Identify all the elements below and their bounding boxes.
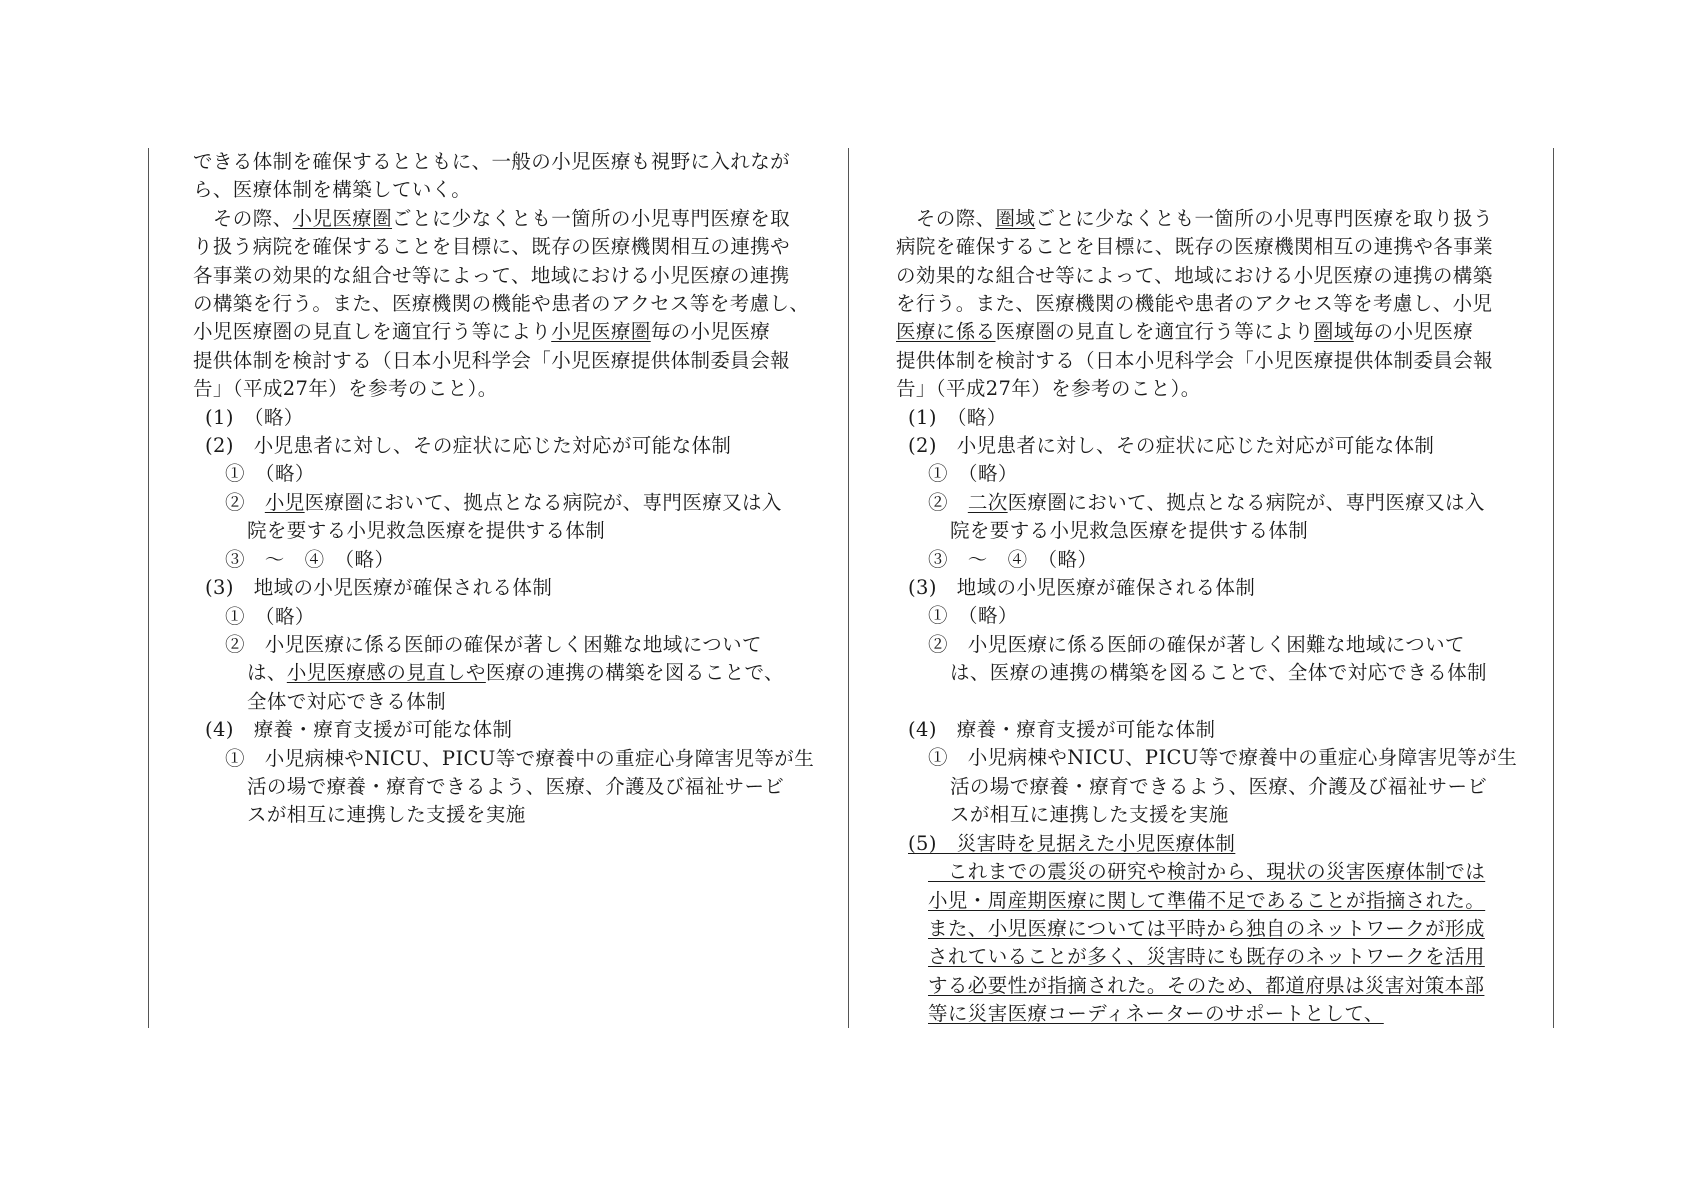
line-text-segment: 医療圏において、拠点となる病院が、専門医療又は入 bbox=[1007, 490, 1485, 514]
line-text-segment: ② 小児医療に係る医師の確保が著しく困難な地域について bbox=[225, 632, 762, 656]
text-line-s2-2a bbox=[193, 489, 843, 517]
underlined-revision-text: 小児 bbox=[264, 490, 305, 514]
underlined-revision-text: 小児医療感の見直しや bbox=[286, 661, 486, 685]
text-line-p2-1 bbox=[896, 205, 1546, 233]
text-line-s4-1b bbox=[193, 773, 843, 801]
left-column-current-text bbox=[193, 148, 843, 830]
text-line-s5-c bbox=[896, 915, 1546, 943]
text-line-s4-1a bbox=[193, 745, 843, 773]
line-text-segment: 告」（平成27年）を参考のこと）。 bbox=[896, 377, 1201, 401]
line-text-segment: (4) 療養・療育支援が可能な体制 bbox=[908, 718, 1216, 742]
underlined-revision-text: これまでの震災の研究や検討から、現状の災害医療体制では bbox=[928, 860, 1486, 884]
line-text-segment: その際、 bbox=[896, 206, 996, 230]
line-text-segment: (3) 地域の小児医療が確保される体制 bbox=[908, 576, 1256, 600]
text-line-s3-1 bbox=[896, 602, 1546, 630]
underlined-revision-text: 圏域 bbox=[995, 206, 1036, 230]
text-line-p2-5 bbox=[193, 318, 843, 346]
line-text-segment: は、医療の連携の構築を図ることで、全体で対応できる体制 bbox=[950, 661, 1487, 685]
text-line-blank-2 bbox=[896, 176, 1546, 204]
text-line-s4-1b bbox=[896, 773, 1546, 801]
text-line-s4-1a bbox=[896, 744, 1546, 772]
line-text-segment: の効果的な組合せ等によって、地域における小児医療の連携の構築 bbox=[896, 263, 1493, 287]
line-text-segment: (1) （略） bbox=[205, 405, 304, 429]
text-line-s2-2a bbox=[896, 489, 1546, 517]
text-line-s1 bbox=[193, 404, 843, 432]
line-text-segment: ① （略） bbox=[928, 462, 1018, 486]
underlined-revision-text: 医療に係る bbox=[896, 320, 996, 344]
line-text-segment: その際、 bbox=[193, 206, 293, 230]
text-line-p2-6 bbox=[193, 347, 843, 375]
line-text-segment: は、 bbox=[247, 661, 287, 685]
line-text-segment: スが相互に連携した支援を実施 bbox=[247, 803, 526, 827]
line-text-segment: 提供体制を検討する（日本小児科学会「小児医療提供体制委員会報 bbox=[193, 348, 791, 372]
line-text-segment: 活の場で療養・療育できるよう、医療、介護及び福祉サービ bbox=[247, 774, 785, 798]
text-line-s2-2b bbox=[193, 517, 843, 545]
line-text-segment: 活の場で療養・療育できるよう、医療、介護及び福祉サービ bbox=[950, 774, 1488, 798]
underlined-revision-text: 小児医療圏 bbox=[292, 206, 393, 230]
text-line-s4-1c bbox=[193, 801, 843, 829]
text-line-p2-5 bbox=[896, 318, 1546, 346]
line-text-segment: ① （略） bbox=[225, 604, 315, 628]
text-line-s3 bbox=[193, 574, 843, 602]
line-text-segment: 毎の小児医療 bbox=[1353, 320, 1474, 344]
line-text-segment: ③ ～ ④ （略） bbox=[225, 547, 395, 571]
text-line-p2-2 bbox=[193, 233, 843, 261]
line-text-segment: (3) 地域の小児医療が確保される体制 bbox=[205, 576, 553, 600]
underlined-revision-text: (5) 災害時を見据えた小児医療体制 bbox=[908, 831, 1236, 855]
text-line-s3-2a bbox=[896, 631, 1546, 659]
text-line-s1 bbox=[896, 404, 1546, 432]
center-divider-line bbox=[848, 148, 849, 1028]
left-border-line bbox=[148, 148, 149, 1028]
text-line-s2-3 bbox=[193, 546, 843, 574]
underlined-revision-text: 小児・周産期医療に関して準備不足であることが指摘された。 bbox=[928, 888, 1486, 912]
text-line-s3-1 bbox=[193, 603, 843, 631]
line-text-segment: ② 小児医療に係る医師の確保が著しく困難な地域について bbox=[928, 632, 1465, 656]
text-line-p1-1 bbox=[193, 148, 843, 176]
text-line-s5-d bbox=[896, 943, 1546, 971]
text-line-s3-2b bbox=[193, 659, 843, 687]
line-text-segment: 各事業の効果的な組合せ等によって、地域における小児医療の連携 bbox=[193, 263, 790, 287]
text-line-s3-2b bbox=[896, 659, 1546, 687]
line-text-segment: ③ ～ ④ （略） bbox=[928, 547, 1098, 571]
line-text-segment: 病院を確保することを目標に、既存の医療機関相互の連携や各事業 bbox=[896, 235, 1494, 259]
line-text-segment: (1) （略） bbox=[908, 405, 1007, 429]
text-line-blank-1 bbox=[896, 148, 1546, 176]
text-line-s3-2c bbox=[193, 688, 843, 716]
line-text-segment: 告」（平成27年）を参考のこと）。 bbox=[193, 377, 498, 401]
line-text-segment: ① 小児病棟やNICU、PICU等で療養中の重症心身障害児等が生 bbox=[928, 746, 1518, 770]
line-text-segment: できる体制を確保するとともに、一般の小児医療も視野に入れなが bbox=[193, 150, 791, 173]
text-line-p2-4 bbox=[896, 290, 1546, 318]
line-text-segment: 提供体制を検討する（日本小児科学会「小児医療提供体制委員会報 bbox=[896, 348, 1494, 372]
text-line-s2-3 bbox=[896, 546, 1546, 574]
line-text-segment: 医療圏の見直しを適宜行う等により bbox=[995, 320, 1314, 344]
line-text-segment: ① （略） bbox=[225, 462, 315, 486]
text-line-p2-3 bbox=[896, 262, 1546, 290]
text-line-s5-b bbox=[896, 887, 1546, 915]
line-text-segment: 医療圏において、拠点となる病院が、専門医療又は入 bbox=[304, 490, 782, 514]
line-text-segment: 全体で対応できる体制 bbox=[247, 689, 447, 713]
line-text-segment: ら、医療体制を構築していく。 bbox=[193, 178, 472, 202]
text-line-s5 bbox=[896, 830, 1546, 858]
underlined-revision-text: また、小児医療については平時から独自のネットワークが形成 bbox=[928, 916, 1485, 940]
right-column-revised-text bbox=[896, 148, 1546, 1029]
text-line-s5-a bbox=[896, 858, 1546, 886]
line-text-segment: 小児医療圏の見直しを適宜行う等により bbox=[193, 320, 552, 344]
line-text-segment: ① （略） bbox=[928, 604, 1018, 628]
line-text-segment: の構築を行う。また、医療機関の機能や患者のアクセス等を考慮し、 bbox=[193, 292, 810, 316]
underlined-revision-text: 圏域 bbox=[1313, 320, 1354, 344]
text-line-s4 bbox=[896, 716, 1546, 744]
text-line-s2-1 bbox=[896, 460, 1546, 488]
line-text-segment: ごとに少なくとも一箇所の小児専門医療を取り扱う bbox=[1035, 206, 1494, 230]
underlined-revision-text: 二次 bbox=[967, 490, 1008, 514]
line-text-segment: ② bbox=[225, 490, 265, 514]
text-line-p2-3 bbox=[193, 262, 843, 290]
line-text-segment: 医療の連携の構築を図ることで、 bbox=[485, 661, 784, 685]
line-text-segment: を行う。また、医療機関の機能や患者のアクセス等を考慮し、小児 bbox=[896, 292, 1493, 315]
text-line-s5-f bbox=[896, 1000, 1546, 1028]
text-line-s2 bbox=[193, 432, 843, 460]
text-line-s3 bbox=[896, 574, 1546, 602]
line-text-segment: スが相互に連携した支援を実施 bbox=[950, 803, 1229, 827]
underlined-revision-text: 小児医療圏 bbox=[551, 320, 651, 344]
line-text-segment: (4) 療養・療育支援が可能な体制 bbox=[205, 718, 513, 742]
line-text-segment: 院を要する小児救急医療を提供する体制 bbox=[247, 519, 606, 543]
underlined-revision-text: されていることが多く、災害時にも既存のネットワークを活用 bbox=[928, 945, 1485, 969]
text-line-p2-1 bbox=[193, 205, 843, 233]
text-line-s2-1 bbox=[193, 460, 843, 488]
text-line-p2-7 bbox=[193, 375, 843, 403]
line-text-segment: り扱う病院を確保することを目標に、既存の医療機関相互の連携や bbox=[193, 235, 791, 259]
underlined-revision-text: 等に災害医療コーディネーターのサポートとして、 bbox=[928, 1002, 1384, 1026]
line-text-segment: (2) 小児患者に対し、その症状に応じた対応が可能な体制 bbox=[908, 434, 1435, 458]
text-line-s4-1c bbox=[896, 801, 1546, 829]
text-line-blank-3 bbox=[896, 688, 1546, 716]
line-text-segment: 院を要する小児救急医療を提供する体制 bbox=[950, 519, 1309, 543]
text-line-p2-6 bbox=[896, 347, 1546, 375]
text-line-p2-4 bbox=[193, 290, 843, 318]
line-text-segment: ごとに少なくとも一箇所の小児専門医療を取 bbox=[392, 206, 791, 230]
line-text-segment: 毎の小児医療 bbox=[650, 320, 771, 344]
text-line-p2-7 bbox=[896, 375, 1546, 403]
line-text-segment: ② bbox=[928, 490, 968, 514]
line-text-segment: ① 小児病棟やNICU、PICU等で療養中の重症心身障害児等が生 bbox=[225, 746, 815, 770]
text-line-s3-2a bbox=[193, 631, 843, 659]
text-line-s2 bbox=[896, 432, 1546, 460]
text-line-p2-2 bbox=[896, 233, 1546, 261]
underlined-revision-text: する必要性が指摘された。そのため、都道府県は災害対策本部 bbox=[928, 973, 1485, 997]
text-line-s4 bbox=[193, 716, 843, 744]
text-line-p1-2 bbox=[193, 176, 843, 204]
right-border-line bbox=[1553, 148, 1554, 1028]
line-text-segment: (2) 小児患者に対し、その症状に応じた対応が可能な体制 bbox=[205, 434, 732, 458]
text-line-s5-e bbox=[896, 972, 1546, 1000]
text-line-s2-2b bbox=[896, 517, 1546, 545]
